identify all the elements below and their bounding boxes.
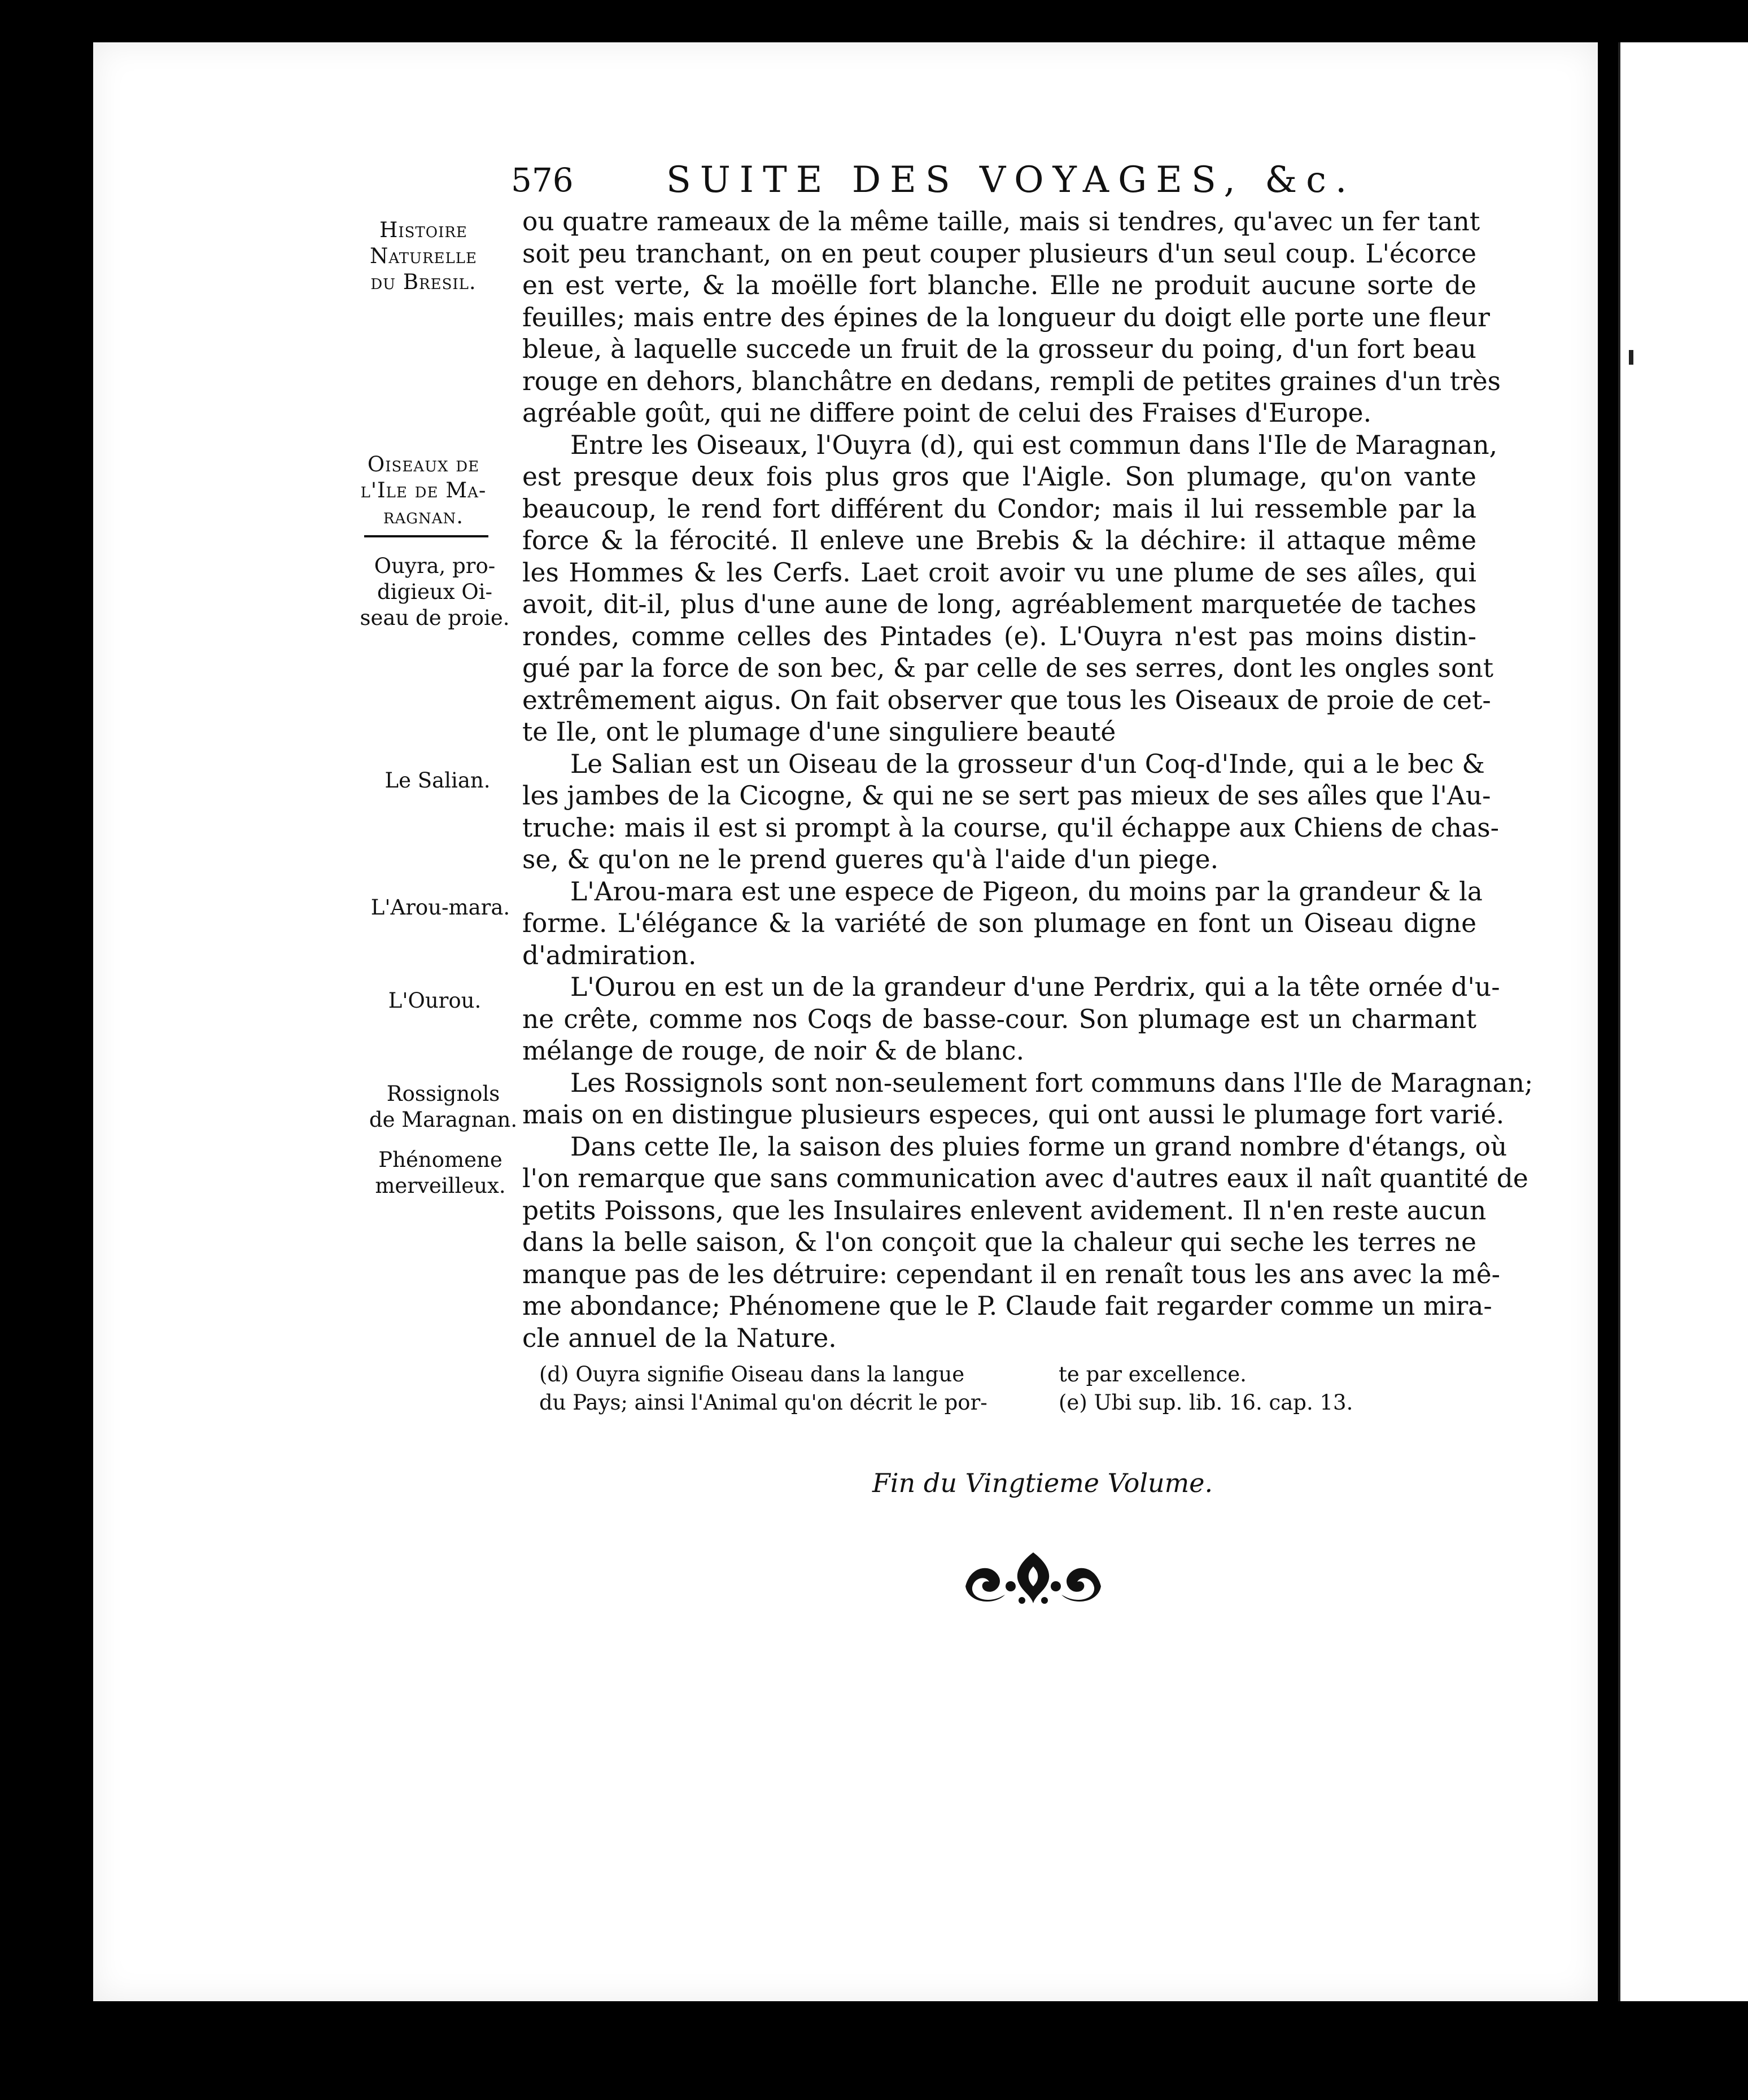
text-line: rouge en dehors, blanchâtre en dedans, rempli de petites graines d'un très <box>522 366 1501 396</box>
margin-note-arou-mara: L'Arou-mara. <box>370 895 510 920</box>
text-line: me abondance; Phénomene que le P. Claude fait regarder comme un mira- <box>522 1291 1492 1321</box>
text-line: dans la belle saison, & l'on conçoit que la chaleur qui seche les terres ne <box>522 1227 1476 1257</box>
footnote-d-line3: te par excellence. <box>1059 1362 1247 1386</box>
facing-page-edge <box>1618 42 1748 2001</box>
text-line: feuilles; mais entre des épines de la longueur du doigt elle porte une fleur <box>522 302 1490 333</box>
text-line: forme. L'élégance & la variété de son plumage en font un Oiseau digne <box>522 908 1476 938</box>
closing-line: Fin du Vingtieme Volume. <box>872 1468 1213 1498</box>
margin-note-histoire: Histoire Naturelle du Bresil. <box>369 218 478 294</box>
text-line: extrêmement aigus. On fait observer que tous les Oiseaux de proie de cet- <box>522 685 1491 715</box>
text-line: truche: mais il est si prompt à la course, qu'il échappe aux Chiens de chas- <box>522 812 1499 843</box>
book-spine <box>1598 42 1618 2001</box>
text-line: manque pas de les détruire: cependant il en renaît tous les ans avec la mê- <box>522 1259 1501 1289</box>
text-line: soit peu tranchant, on en peut couper plusieurs d'un seul coup. L'écorce <box>522 238 1476 269</box>
footnote-e: (e) Ubi sup. lib. 16. cap. 13. <box>1059 1390 1353 1415</box>
footnotes <box>539 1360 1420 1417</box>
footnote-d-line1: (d) Ouyra signifie Oiseau dans la langue <box>539 1362 965 1386</box>
text-line: ou quatre rameaux de la même taille, mais si tendres, qu'avec un fer tant <box>522 207 1480 237</box>
text-line: en est verte, & la moëlle fort blanche. Elle ne produit aucune sorte de <box>522 270 1476 300</box>
body-text <box>522 206 1533 1354</box>
text-line: mélange de rouge, de noir & de blanc. <box>522 1036 1025 1066</box>
text-line: se, & qu'on ne le prend gueres qu'à l'aide d'un piege. <box>522 845 1219 874</box>
text-line: force & la férocité. Il enleve une Brebis & la déchire: il attaque même <box>522 526 1476 555</box>
facing-page-mark <box>1629 350 1633 365</box>
text-line: d'admiration. <box>522 940 697 970</box>
margin-note-phenomene: Phénomene merveilleux. <box>375 1148 506 1198</box>
text-line: beaucoup, le rend fort différent du Condor; mais il lui ressemble par la <box>522 493 1476 524</box>
ornament-icon <box>960 1547 1107 1609</box>
text-line: les jambes de la Cicogne, & qui ne se sert pas mieux de ses aîles que l'Au- <box>522 781 1491 811</box>
text-line: Entre les Oiseaux, l'Ouyra (d), qui est commun dans l'Ile de Maragnan, <box>570 430 1498 460</box>
text-line: petits Poissons, que les Insulaires enlevent avidement. Il n'en reste aucun <box>522 1195 1487 1226</box>
margin-rule <box>364 535 488 537</box>
margin-note-ourou: L'Ourou. <box>388 988 482 1013</box>
margin-note-ouyra: Ouyra, pro- digieux Oi- seau de proie. <box>360 554 510 630</box>
text-line: rondes, comme celles des Pintades (e). L'Ouyra n'est pas moins distin- <box>522 621 1476 651</box>
text-line: l'on remarque que sans communication avec d'autres eaux il naît quantité de <box>522 1163 1528 1193</box>
text-line: cle annuel de la Nature. <box>522 1323 837 1353</box>
text-line: ne crête, comme nos Coqs de basse-cour. Son plumage est un charmant <box>522 1004 1476 1034</box>
running-title: SUITE DES VOYAGES, &c. <box>666 159 1356 201</box>
text-line: Les Rossignols sont non-seulement fort communs dans l'Ile de Maragnan; <box>570 1068 1533 1098</box>
margin-note-salian: Le Salian. <box>384 768 491 793</box>
text-line: avoit, dit-il, plus d'une aune de long, agréablement marquetée de taches <box>522 589 1476 619</box>
text-line: L'Ourou en est un de la grandeur d'une Perdrix, qui a la tête ornée d'u- <box>570 972 1500 1002</box>
text-line: Dans cette Ile, la saison des pluies forme un grand nombre d'étangs, où <box>570 1131 1507 1162</box>
margin-note-rossignols: Rossignols de Maragnan. <box>369 1082 518 1132</box>
page-number: 576 <box>511 161 574 199</box>
text-line: gué par la force de son bec, & par celle de ses serres, dont les ongles sont <box>522 653 1494 683</box>
text-line: Le Salian est un Oiseau de la grosseur d'un Coq-d'Inde, qui a le bec & <box>570 749 1485 779</box>
text-line: agréable goût, qui ne differe point de celui des Fraises d'Europe. <box>522 398 1372 428</box>
text-line: bleue, à laquelle succede un fruit de la grosseur du poing, d'un fort beau <box>522 334 1476 364</box>
text-line: te Ile, ont le plumage d'une singuliere beauté <box>522 717 1116 747</box>
text-line: les Hommes & les Cerfs. Laet croit avoir vu une plume de ses aîles, qui <box>522 557 1476 588</box>
text-line: mais on en distingue plusieurs especes, qui ont aussi le plumage fort varié. <box>522 1100 1505 1130</box>
text-line: est presque deux fois plus gros que l'Aigle. Son plumage, qu'on vante <box>522 462 1476 492</box>
footnote-d-line2: du Pays; ainsi l'Animal qu'on décrit le por- <box>539 1390 987 1415</box>
text-line: L'Arou-mara est une espece de Pigeon, du moins par la grandeur & la <box>570 876 1483 907</box>
margin-note-oiseaux: Oiseaux de l'Ile de Ma- ragnan. <box>360 452 487 528</box>
